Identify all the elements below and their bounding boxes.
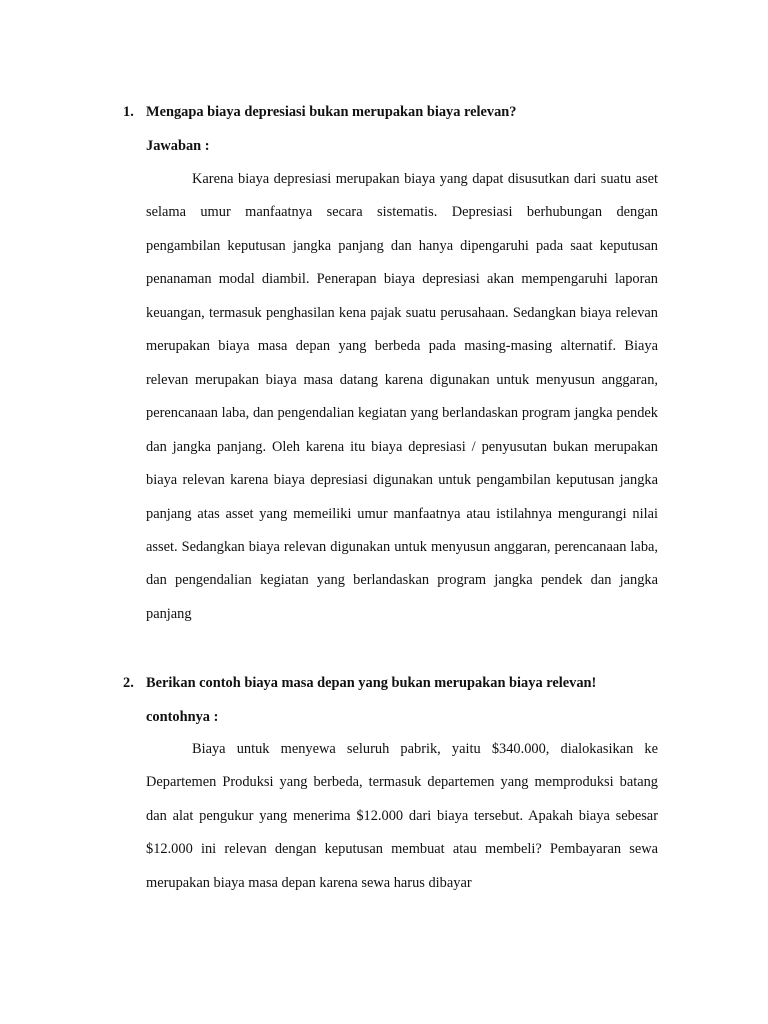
answer-label: contohnya : xyxy=(146,709,219,725)
answer-label: Jawaban : xyxy=(146,138,210,154)
question-text: Mengapa biaya depresiasi bukan merupakan biaya relevan? xyxy=(146,104,517,120)
question-number: 2. xyxy=(123,675,134,691)
question-text: Berikan contoh biaya masa depan yang bukan merupakan biaya relevan! xyxy=(146,675,597,691)
question-number: 1. xyxy=(123,104,134,120)
answer-paragraph: Karena biaya depresiasi merupakan biaya yang dapat disusutkan dari suatu aset selama umur manfaatnya secara sistematis. Depresiasi berhubungan dengan pengambilan keputusan jangka panjang dan hanya dipengaruhi pada saat keputusan penanaman modal diambil. Penerapan biaya depresiasi akan mempengaruhi laporan keuangan, termasuk penghasilan kena pajak suatu perusahaan. Sedangkan biaya relevan merupakan biaya masa depan yang berbeda pada masing-masing alternatif. Biaya relevan merupakan biaya masa datang karena digunakan untuk menyusun anggaran, perencanaan laba, dan pengendalian kegiatan yang berlandaskan program jangka pendek dan jangka panjang. Oleh karena itu biaya depresiasi / penyusutan bukan merupakan biaya relevan karena biaya depresiasi digunakan untuk pengambilan keputusan jangka panjang atas asset yang memeiliki umur manfaatnya atau istilahnya mengurangi nilai asset. Sedangkan biaya relevan digunakan untuk menyusun anggaran, perencanaan laba, dan pengendalian kegiatan yang berlandaskan program jangka pendek dan jangka panjang xyxy=(146,171,658,622)
answer-paragraph: Biaya untuk menyewa seluruh pabrik, yaitu $340.000, dialokasikan ke Departemen Produksi yang berbeda, termasuk departemen yang memproduksi batang dan alat pengukur yang menerima $12.000 dari biaya tersebut. Apakah biaya sebesar $12.000 ini relevan dengan keputusan membuat atau membeli? Pembayaran sewa merupakan biaya masa depan karena sewa harus dibayar xyxy=(146,741,658,891)
question-1 xyxy=(123,101,663,123)
question-2 xyxy=(123,672,663,694)
